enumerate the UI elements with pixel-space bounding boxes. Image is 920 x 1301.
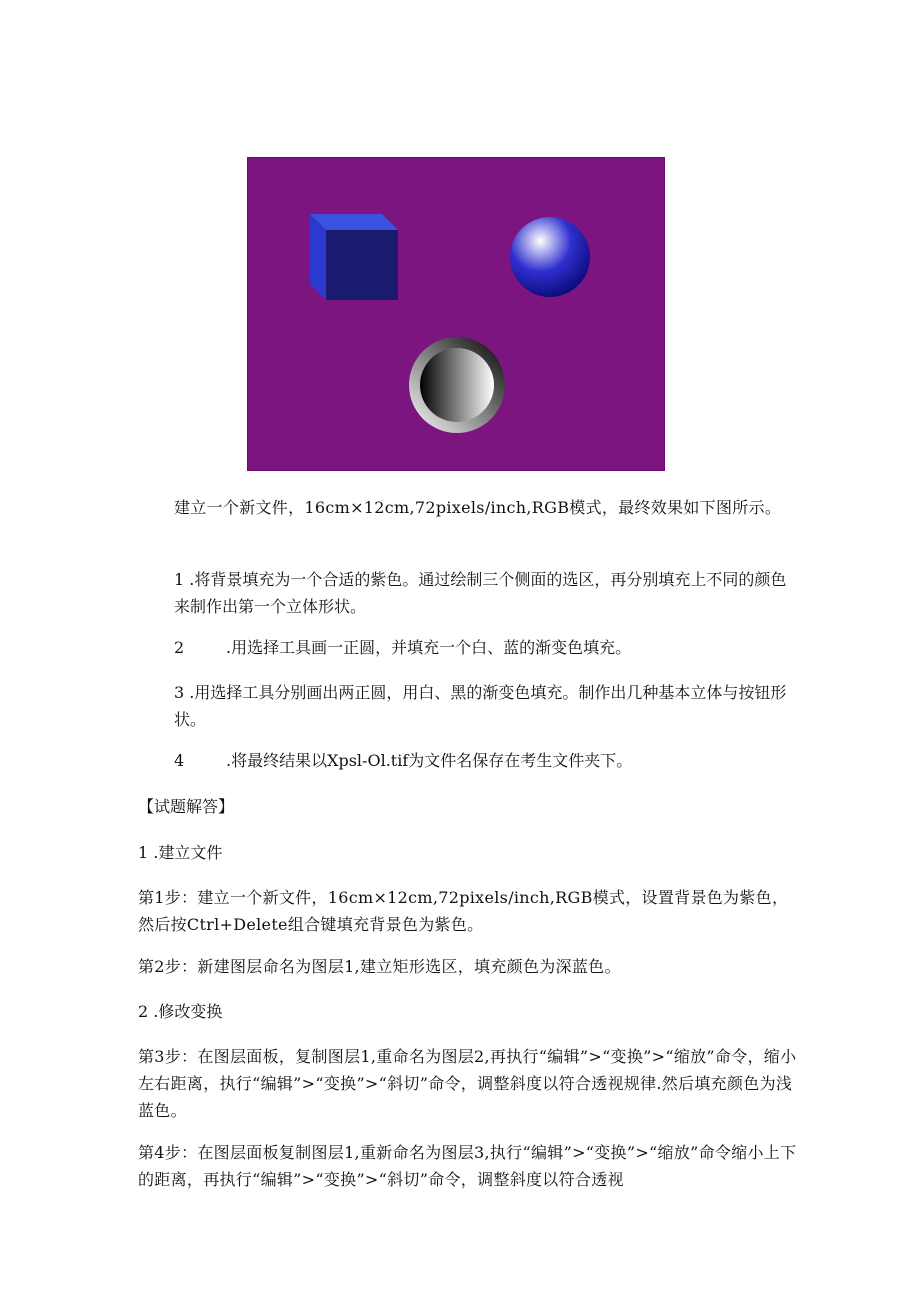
requirement-number: 4 [174, 751, 185, 770]
section-1-title: 1 .建立文件 [138, 843, 223, 862]
requirement-2 [174, 634, 798, 661]
requirement-text: .将最终结果以Xpsl-Ol.tif为文件名保存在考生文件夹下。 [226, 751, 633, 770]
answer-heading: 【试题解答】 [138, 797, 235, 816]
figure-canvas [248, 158, 665, 471]
requirement-number: 3 [174, 683, 185, 702]
example-figure [247, 157, 665, 471]
step-4: 第4步：在图层面板复制图层1,重新命名为图层3,执行“编辑”>“变换”>“缩放”命令缩小上下的距离，再执行“编辑”>“变换”>“斜切”命令，调整斜度以符合透视 [138, 1143, 797, 1189]
requirement-number: 2 [174, 638, 185, 657]
section-2-title: 2 .修改变换 [138, 1002, 223, 1021]
requirement-number: 1 [174, 570, 185, 589]
step-2: 第2步：新建图层命名为图层1,建立矩形选区，填充颜色为深蓝色。 [138, 957, 621, 976]
requirement-4 [174, 747, 798, 774]
cube-front-face [326, 230, 398, 300]
requirement-1 [174, 566, 798, 620]
requirement-3 [174, 679, 798, 733]
requirement-text: .用选择工具分别画出两正圆，用白、黑的渐变色填充。制作出几种基本立体与按钮形状。 [174, 683, 787, 729]
requirement-text: .将背景填充为一个合适的紫色。通过绘制三个侧面的选区，再分别填充上不同的颜色来制作出第一个立体形状。 [174, 570, 787, 616]
step-3: 第3步：在图层面板，复制图层1,重命名为图层2,再执行“编辑”>“变换”>“缩放”命令，缩小左右距离，执行“编辑”>“变换”>“斜切”命令，调整斜度以符合透视规律.然后填充颜色为浅蓝色。 [138, 1047, 797, 1120]
intro-paragraph: 建立一个新文件，16cm×12cm,72pixels/inch,RGB模式，最终效果如下图所示。 [174, 498, 782, 517]
gradient-sphere [510, 217, 590, 297]
requirement-text: .用选择工具画一正圆，并填充一个白、蓝的渐变色填充。 [226, 638, 632, 657]
button-inner [420, 348, 494, 422]
step-1: 第1步：建立一个新文件，16cm×12cm,72pixels/inch,RGB模式，设置背景色为紫色，然后按Ctrl+Delete组合键填充背景色为紫色。 [138, 888, 789, 934]
